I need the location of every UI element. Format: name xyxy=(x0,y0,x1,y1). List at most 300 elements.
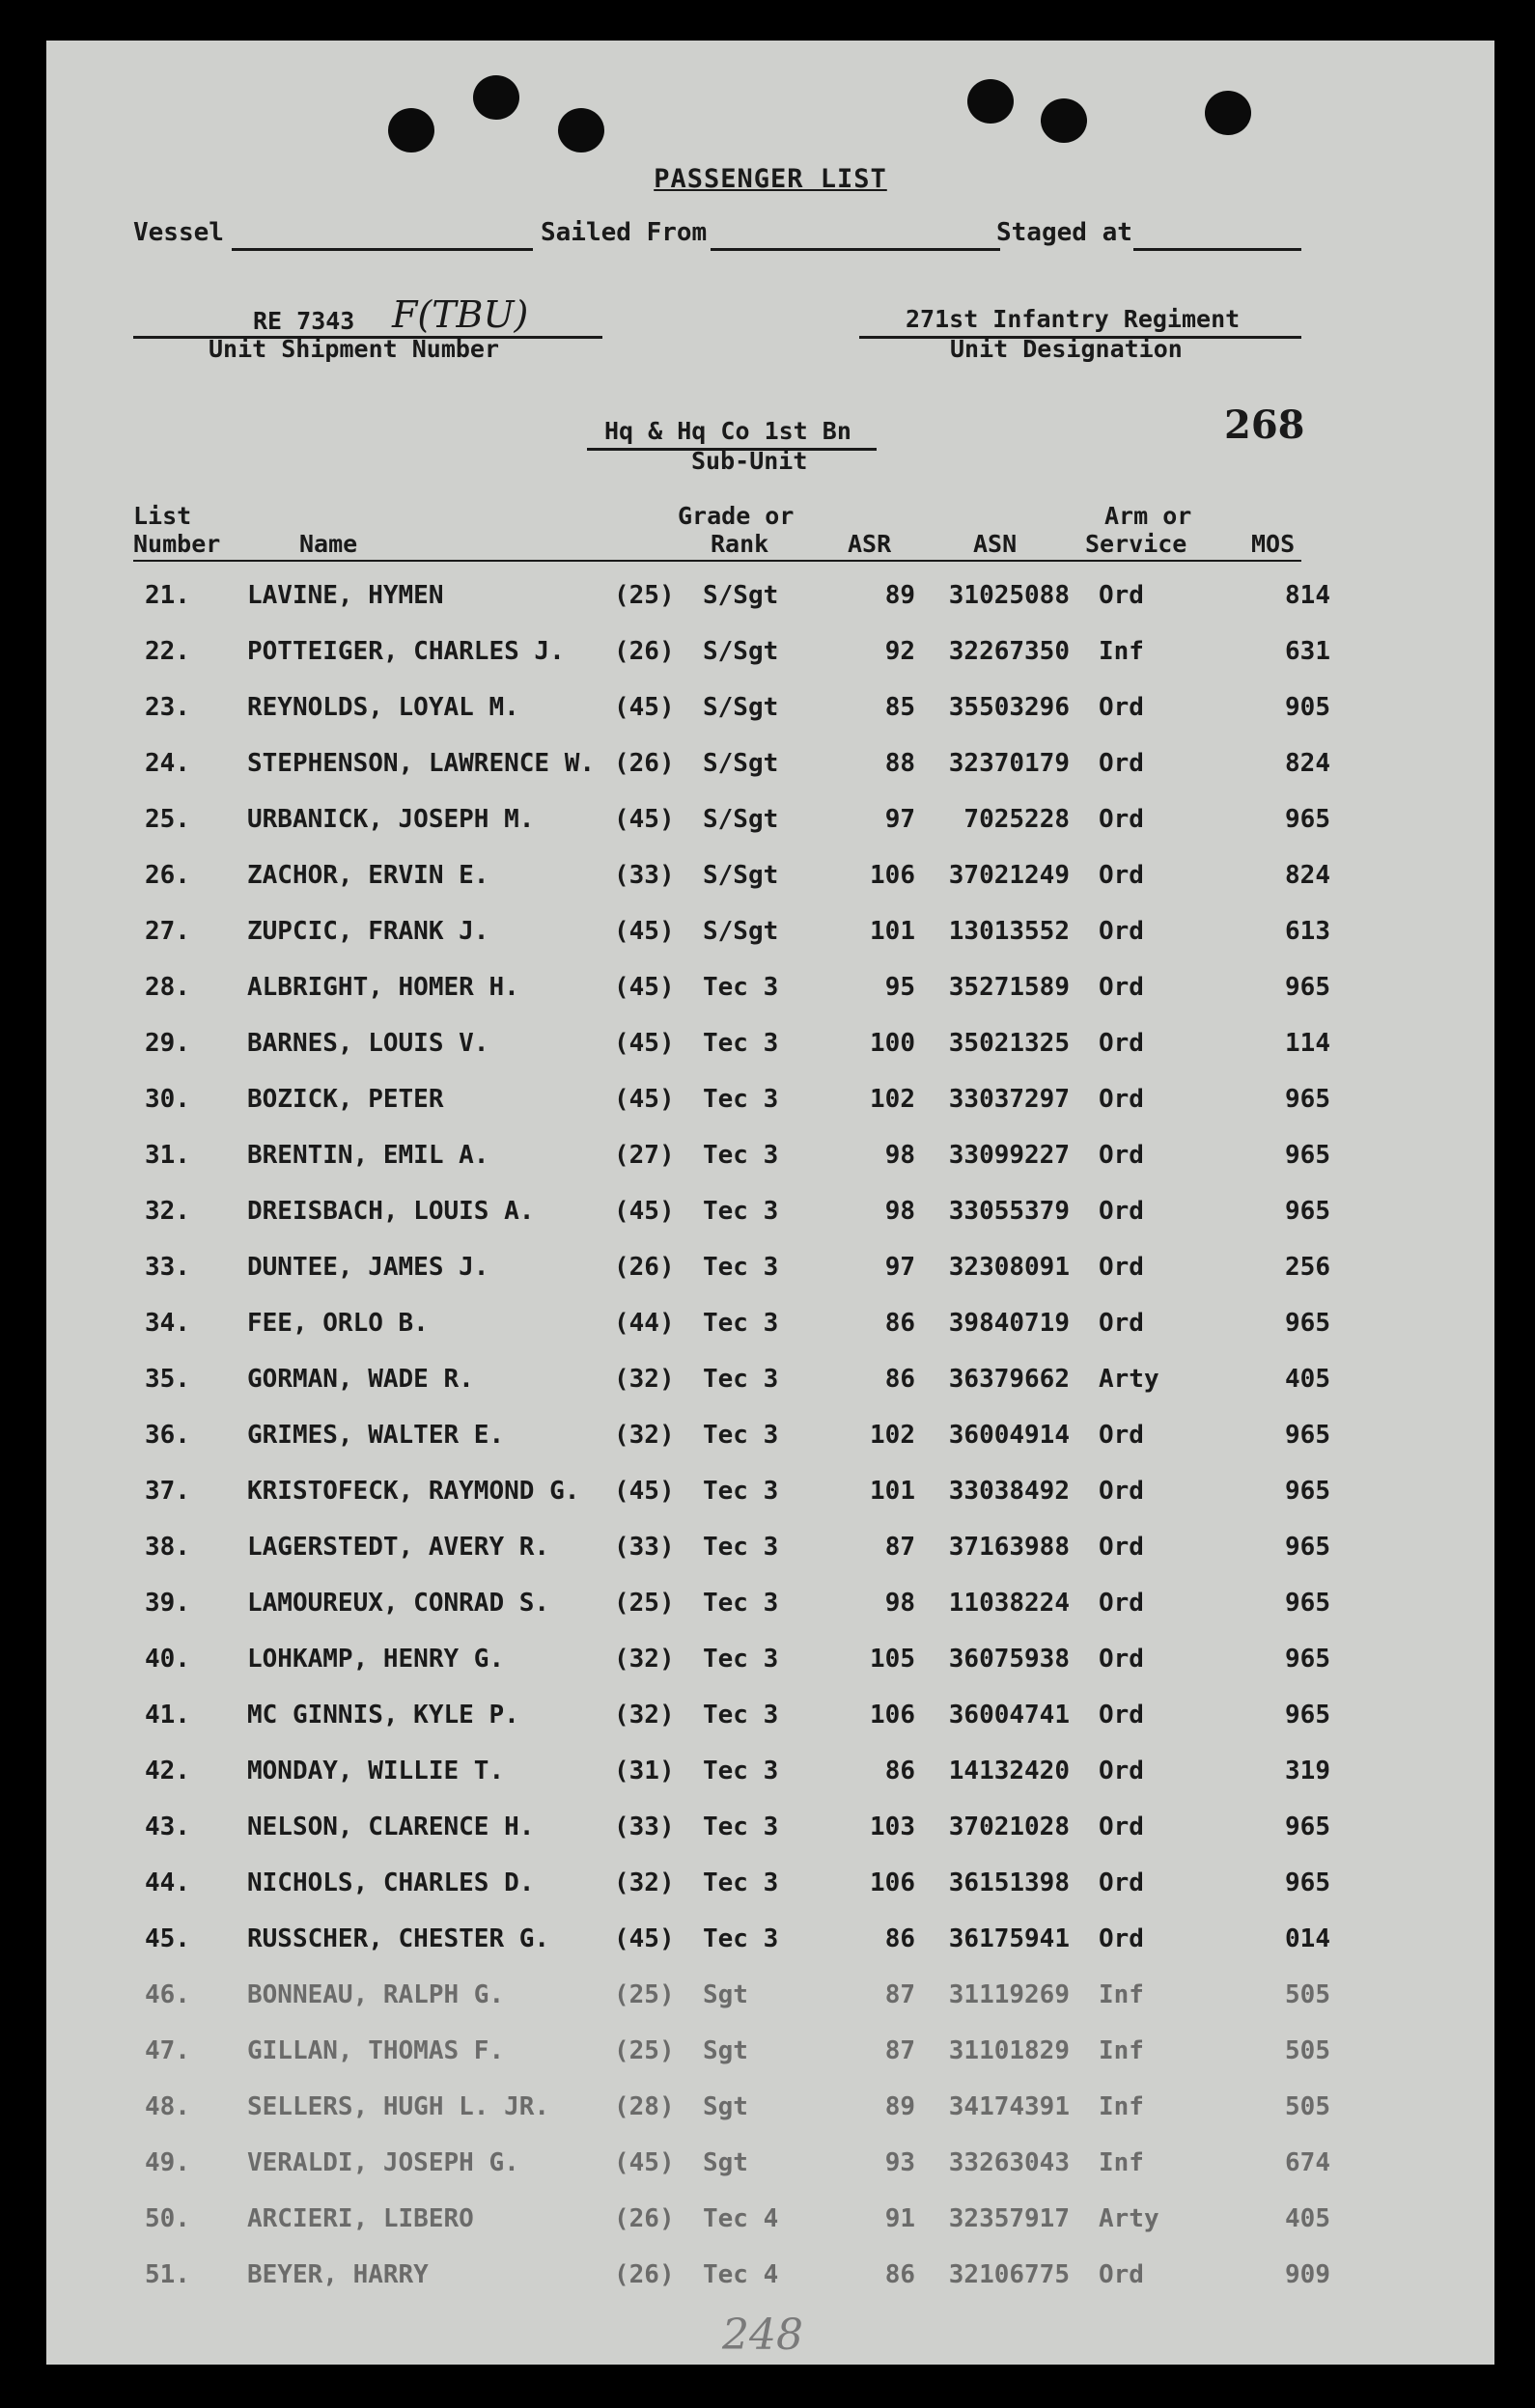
punch-hole xyxy=(388,108,434,152)
cell-mos: 505 xyxy=(1285,1980,1330,2009)
table-row xyxy=(46,1868,1494,1907)
cell-num: 21. xyxy=(145,581,190,610)
cell-arm: Ord xyxy=(1099,1253,1144,1282)
cell-mos: 965 xyxy=(1285,1309,1330,1338)
cell-asr: 93 xyxy=(884,2148,915,2177)
page-title: PASSENGER LIST xyxy=(654,164,887,194)
table-row xyxy=(46,581,1494,620)
cell-asn: 37163988 xyxy=(948,1533,1070,1562)
cell-mos: 965 xyxy=(1285,805,1330,834)
cell-arm: Ord xyxy=(1099,2260,1144,2289)
table-row xyxy=(46,2260,1494,2299)
cell-num: 28. xyxy=(145,973,190,1002)
cell-asr: 103 xyxy=(870,1813,915,1841)
cell-age: (26) xyxy=(614,637,675,666)
cell-mos: 965 xyxy=(1285,1141,1330,1170)
cell-age: (26) xyxy=(614,749,675,778)
table-row xyxy=(46,2036,1494,2075)
footer-note: 248 xyxy=(722,2311,803,2360)
cell-arm: Inf xyxy=(1099,637,1144,666)
cell-asn: 35021325 xyxy=(948,1029,1070,1058)
cell-asn: 35271589 xyxy=(948,973,1070,1002)
cell-age: (45) xyxy=(614,693,675,722)
table-row xyxy=(46,693,1494,732)
cell-asr: 98 xyxy=(884,1589,915,1618)
cell-num: 27. xyxy=(145,917,190,946)
cell-asn: 36075938 xyxy=(948,1645,1070,1674)
cell-mos: 965 xyxy=(1285,973,1330,1002)
col-arm: Arm or Service xyxy=(1085,502,1192,558)
cell-asn: 32357917 xyxy=(948,2204,1070,2233)
cell-name: BOZICK, PETER xyxy=(247,1085,444,1114)
cell-arm: Ord xyxy=(1099,1924,1144,1953)
passenger-list-page xyxy=(46,41,1494,2365)
cell-num: 29. xyxy=(145,1029,190,1058)
cell-name: GORMAN, WADE R. xyxy=(247,1365,474,1394)
cell-grade: Sgt xyxy=(703,2092,748,2121)
table-row xyxy=(46,1253,1494,1291)
cell-age: (25) xyxy=(614,1589,675,1618)
cell-mos: 965 xyxy=(1285,1085,1330,1114)
table-row xyxy=(46,1309,1494,1347)
cell-num: 34. xyxy=(145,1309,190,1338)
cell-age: (45) xyxy=(614,805,675,834)
cell-name: GRIMES, WALTER E. xyxy=(247,1421,505,1450)
cell-age: (33) xyxy=(614,1813,675,1841)
cell-num: 42. xyxy=(145,1757,190,1785)
cell-arm: Arty xyxy=(1099,2204,1159,2233)
sailed-from-field xyxy=(711,248,1000,251)
table-row xyxy=(46,1029,1494,1067)
cell-arm: Ord xyxy=(1099,1813,1144,1841)
cell-age: (45) xyxy=(614,1197,675,1226)
punch-hole xyxy=(1205,91,1251,135)
cell-mos: 814 xyxy=(1285,581,1330,610)
table-row xyxy=(46,1421,1494,1459)
cell-asr: 87 xyxy=(884,2036,915,2065)
col-grade: Grade or Rank xyxy=(678,502,795,558)
table-row xyxy=(46,1085,1494,1123)
cell-mos: 965 xyxy=(1285,1645,1330,1674)
cell-name: BRENTIN, EMIL A. xyxy=(247,1141,489,1170)
cell-age: (45) xyxy=(614,973,675,1002)
cell-num: 22. xyxy=(145,637,190,666)
cell-arm: Ord xyxy=(1099,581,1144,610)
table-row xyxy=(46,973,1494,1011)
cell-mos: 909 xyxy=(1285,2260,1330,2289)
cell-grade: Sgt xyxy=(703,1980,748,2009)
cell-mos: 674 xyxy=(1285,2148,1330,2177)
cell-asr: 106 xyxy=(870,861,915,890)
cell-mos: 965 xyxy=(1285,1701,1330,1730)
cell-name: ZUPCIC, FRANK J. xyxy=(247,917,489,946)
cell-arm: Ord xyxy=(1099,1421,1144,1450)
cell-name: LAVINE, HYMEN xyxy=(247,581,444,610)
cell-num: 48. xyxy=(145,2092,190,2121)
col-asn: ASN xyxy=(973,530,1018,558)
table-row xyxy=(46,637,1494,676)
cell-num: 40. xyxy=(145,1645,190,1674)
cell-asr: 86 xyxy=(884,1309,915,1338)
cell-mos: 965 xyxy=(1285,1421,1330,1450)
cell-name: BEYER, HARRY xyxy=(247,2260,429,2289)
cell-asr: 101 xyxy=(870,1477,915,1506)
cell-grade: Tec 3 xyxy=(703,1421,779,1450)
punch-hole xyxy=(1041,98,1087,143)
cell-grade: Sgt xyxy=(703,2036,748,2065)
cell-grade: Tec 3 xyxy=(703,1868,779,1897)
cell-age: (26) xyxy=(614,2204,675,2233)
table-row xyxy=(46,1980,1494,2019)
cell-age: (45) xyxy=(614,2148,675,2177)
cell-num: 30. xyxy=(145,1085,190,1114)
cell-grade: Tec 3 xyxy=(703,1141,779,1170)
cell-age: (45) xyxy=(614,1029,675,1058)
cell-name: NICHOLS, CHARLES D. xyxy=(247,1868,535,1897)
cell-age: (32) xyxy=(614,1365,675,1394)
cell-asn: 14132420 xyxy=(948,1757,1070,1785)
table-row xyxy=(46,2092,1494,2131)
table-row xyxy=(46,1757,1494,1795)
cell-arm: Ord xyxy=(1099,1589,1144,1618)
cell-name: STEPHENSON, LAWRENCE W. xyxy=(247,749,596,778)
cell-grade: S/Sgt xyxy=(703,637,779,666)
cell-grade: Tec 3 xyxy=(703,1253,779,1282)
cell-asn: 7025228 xyxy=(963,805,1070,834)
cell-num: 38. xyxy=(145,1533,190,1562)
cell-asn: 33055379 xyxy=(948,1197,1070,1226)
cell-mos: 965 xyxy=(1285,1813,1330,1841)
cell-age: (32) xyxy=(614,1645,675,1674)
cell-arm: Ord xyxy=(1099,917,1144,946)
punch-hole xyxy=(473,75,519,120)
sub-unit: Hq & Hq Co 1st Bn xyxy=(604,417,851,445)
table-row xyxy=(46,1365,1494,1403)
cell-arm: Ord xyxy=(1099,1085,1144,1114)
cell-grade: Tec 3 xyxy=(703,1589,779,1618)
cell-mos: 905 xyxy=(1285,693,1330,722)
cell-name: DREISBACH, LOUIS A. xyxy=(247,1197,535,1226)
shipment-caption: Unit Shipment Number xyxy=(209,335,500,363)
cell-name: FEE, ORLO B. xyxy=(247,1309,429,1338)
cell-grade: Tec 3 xyxy=(703,1477,779,1506)
table-row xyxy=(46,749,1494,788)
cell-arm: Ord xyxy=(1099,805,1144,834)
cell-asr: 102 xyxy=(870,1421,915,1450)
col-asr: ASR xyxy=(848,530,892,558)
cell-name: DUNTEE, JAMES J. xyxy=(247,1253,489,1282)
cell-asn: 32106775 xyxy=(948,2260,1070,2289)
cell-mos: 965 xyxy=(1285,1589,1330,1618)
cell-num: 26. xyxy=(145,861,190,890)
cell-age: (45) xyxy=(614,917,675,946)
cell-asn: 33037297 xyxy=(948,1085,1070,1114)
cell-age: (25) xyxy=(614,581,675,610)
cell-num: 45. xyxy=(145,1924,190,1953)
cell-name: LOHKAMP, HENRY G. xyxy=(247,1645,505,1674)
cell-name: VERALDI, JOSEPH G. xyxy=(247,2148,519,2177)
cell-grade: S/Sgt xyxy=(703,861,779,890)
cell-name: BARNES, LOUIS V. xyxy=(247,1029,489,1058)
cell-asn: 31119269 xyxy=(948,1980,1070,2009)
cell-asr: 92 xyxy=(884,637,915,666)
cell-arm: Ord xyxy=(1099,1645,1144,1674)
cell-asr: 86 xyxy=(884,1924,915,1953)
cell-asn: 32267350 xyxy=(948,637,1070,666)
cell-name: RUSSCHER, CHESTER G. xyxy=(247,1924,550,1953)
header-rule xyxy=(133,560,1301,562)
col-list-number: List Number xyxy=(133,502,221,558)
table-row xyxy=(46,1645,1494,1683)
cell-arm: Ord xyxy=(1099,1141,1144,1170)
cell-grade: Tec 3 xyxy=(703,1645,779,1674)
cell-num: 33. xyxy=(145,1253,190,1282)
cell-grade: Tec 3 xyxy=(703,1533,779,1562)
table-row xyxy=(46,1477,1494,1515)
cell-age: (45) xyxy=(614,1924,675,1953)
cell-asr: 101 xyxy=(870,917,915,946)
cell-mos: 824 xyxy=(1285,861,1330,890)
cell-grade: S/Sgt xyxy=(703,749,779,778)
table-row xyxy=(46,1197,1494,1235)
cell-arm: Ord xyxy=(1099,1757,1144,1785)
cell-arm: Ord xyxy=(1099,1197,1144,1226)
cell-age: (32) xyxy=(614,1868,675,1897)
col-mos: MOS xyxy=(1251,530,1296,558)
cell-age: (33) xyxy=(614,1533,675,1562)
staged-at-label: Staged at xyxy=(996,218,1132,247)
cell-num: 47. xyxy=(145,2036,190,2065)
cell-num: 44. xyxy=(145,1868,190,1897)
cell-asn: 36175941 xyxy=(948,1924,1070,1953)
cell-name: KRISTOFECK, RAYMOND G. xyxy=(247,1477,580,1506)
cell-asr: 91 xyxy=(884,2204,915,2233)
cell-arm: Inf xyxy=(1099,2148,1144,2177)
table-row xyxy=(46,1589,1494,1627)
cell-asr: 105 xyxy=(870,1645,915,1674)
cell-asr: 95 xyxy=(884,973,915,1002)
cell-age: (45) xyxy=(614,1477,675,1506)
cell-asn: 11038224 xyxy=(948,1589,1070,1618)
table-row xyxy=(46,1813,1494,1851)
cell-grade: Tec 3 xyxy=(703,1924,779,1953)
cell-num: 36. xyxy=(145,1421,190,1450)
cell-age: (33) xyxy=(614,861,675,890)
cell-asn: 39840719 xyxy=(948,1309,1070,1338)
cell-asn: 32370179 xyxy=(948,749,1070,778)
cell-asn: 35503296 xyxy=(948,693,1070,722)
cell-num: 50. xyxy=(145,2204,190,2233)
cell-asn: 33263043 xyxy=(948,2148,1070,2177)
cell-grade: S/Sgt xyxy=(703,581,779,610)
cell-asn: 36379662 xyxy=(948,1365,1070,1394)
cell-name: URBANICK, JOSEPH M. xyxy=(247,805,535,834)
cell-asn: 37021249 xyxy=(948,861,1070,890)
cell-age: (25) xyxy=(614,1980,675,2009)
cell-arm: Ord xyxy=(1099,1701,1144,1730)
cell-arm: Ord xyxy=(1099,1309,1144,1338)
cell-mos: 505 xyxy=(1285,2036,1330,2065)
cell-num: 32. xyxy=(145,1197,190,1226)
cell-asr: 88 xyxy=(884,749,915,778)
cell-age: (25) xyxy=(614,2036,675,2065)
cell-arm: Inf xyxy=(1099,1980,1144,2009)
cell-num: 25. xyxy=(145,805,190,834)
cell-asr: 89 xyxy=(884,2092,915,2121)
cell-arm: Ord xyxy=(1099,693,1144,722)
cell-asn: 31101829 xyxy=(948,2036,1070,2065)
cell-mos: 014 xyxy=(1285,1924,1330,1953)
cell-asn: 13013552 xyxy=(948,917,1070,946)
cell-arm: Inf xyxy=(1099,2092,1144,2121)
cell-age: (32) xyxy=(614,1701,675,1730)
punch-hole xyxy=(967,79,1014,124)
cell-asr: 97 xyxy=(884,1253,915,1282)
cell-mos: 405 xyxy=(1285,2204,1330,2233)
cell-name: LAGERSTEDT, AVERY R. xyxy=(247,1533,550,1562)
cell-grade: Tec 3 xyxy=(703,1309,779,1338)
cell-name: GILLAN, THOMAS F. xyxy=(247,2036,505,2065)
cell-num: 23. xyxy=(145,693,190,722)
table-row xyxy=(46,805,1494,844)
cell-grade: Tec 3 xyxy=(703,973,779,1002)
cell-name: MC GINNIS, KYLE P. xyxy=(247,1701,519,1730)
cell-num: 49. xyxy=(145,2148,190,2177)
cell-asr: 102 xyxy=(870,1085,915,1114)
table-row xyxy=(46,1924,1494,1963)
cell-asn: 36151398 xyxy=(948,1868,1070,1897)
cell-asn: 36004741 xyxy=(948,1701,1070,1730)
cell-grade: Tec 3 xyxy=(703,1029,779,1058)
cell-mos: 965 xyxy=(1285,1477,1330,1506)
cell-name: POTTEIGER, CHARLES J. xyxy=(247,637,565,666)
cell-grade: Tec 4 xyxy=(703,2204,779,2233)
cell-mos: 965 xyxy=(1285,1868,1330,1897)
cell-age: (26) xyxy=(614,2260,675,2289)
cell-age: (26) xyxy=(614,1253,675,1282)
cell-age: (32) xyxy=(614,1421,675,1450)
cell-grade: Sgt xyxy=(703,2148,748,2177)
sub-unit-caption: Sub-Unit xyxy=(691,447,808,475)
cell-asr: 86 xyxy=(884,2260,915,2289)
cell-grade: Tec 3 xyxy=(703,1365,779,1394)
cell-asr: 98 xyxy=(884,1197,915,1226)
cell-arm: Ord xyxy=(1099,1868,1144,1897)
cell-age: (31) xyxy=(614,1757,675,1785)
cell-asn: 33038492 xyxy=(948,1477,1070,1506)
cell-num: 51. xyxy=(145,2260,190,2289)
cell-age: (28) xyxy=(614,2092,675,2121)
cell-mos: 256 xyxy=(1285,1253,1330,1282)
cell-asr: 98 xyxy=(884,1141,915,1170)
cell-arm: Ord xyxy=(1099,749,1144,778)
vessel-label: Vessel xyxy=(133,218,224,247)
table-row xyxy=(46,2204,1494,2243)
cell-name: REYNOLDS, LOYAL M. xyxy=(247,693,519,722)
cell-age: (27) xyxy=(614,1141,675,1170)
cell-asr: 86 xyxy=(884,1365,915,1394)
cell-mos: 505 xyxy=(1285,2092,1330,2121)
cell-name: BONNEAU, RALPH G. xyxy=(247,1980,505,2009)
cell-asn: 33099227 xyxy=(948,1141,1070,1170)
table-row xyxy=(46,1701,1494,1739)
cell-grade: Tec 3 xyxy=(703,1757,779,1785)
cell-mos: 965 xyxy=(1285,1533,1330,1562)
cell-arm: Ord xyxy=(1099,973,1144,1002)
cell-grade: Tec 3 xyxy=(703,1813,779,1841)
cell-asr: 86 xyxy=(884,1757,915,1785)
cell-num: 43. xyxy=(145,1813,190,1841)
cell-mos: 824 xyxy=(1285,749,1330,778)
table-row xyxy=(46,1141,1494,1179)
cell-name: ZACHOR, ERVIN E. xyxy=(247,861,489,890)
cell-num: 39. xyxy=(145,1589,190,1618)
cell-arm: Ord xyxy=(1099,861,1144,890)
table-row xyxy=(46,2148,1494,2187)
cell-age: (45) xyxy=(614,1085,675,1114)
cell-name: ALBRIGHT, HOMER H. xyxy=(247,973,519,1002)
cell-mos: 319 xyxy=(1285,1757,1330,1785)
cell-num: 31. xyxy=(145,1141,190,1170)
vessel-field xyxy=(232,248,533,251)
unit-caption: Unit Designation xyxy=(950,335,1183,363)
cell-name: MONDAY, WILLIE T. xyxy=(247,1757,505,1785)
cell-name: NELSON, CLARENCE H. xyxy=(247,1813,535,1841)
cell-asr: 85 xyxy=(884,693,915,722)
shipment-number: RE 7343 xyxy=(253,307,355,335)
col-name: Name xyxy=(299,530,358,558)
punch-hole xyxy=(558,108,604,152)
cell-asn: 37021028 xyxy=(948,1813,1070,1841)
cell-asr: 106 xyxy=(870,1701,915,1730)
cell-grade: S/Sgt xyxy=(703,805,779,834)
cell-asr: 106 xyxy=(870,1868,915,1897)
cell-num: 46. xyxy=(145,1980,190,2009)
unit-designation: 271st Infantry Regiment xyxy=(906,305,1241,333)
cell-mos: 965 xyxy=(1285,1197,1330,1226)
cell-num: 41. xyxy=(145,1701,190,1730)
table-row xyxy=(46,861,1494,900)
cell-asn: 36004914 xyxy=(948,1421,1070,1450)
cell-arm: Arty xyxy=(1099,1365,1159,1394)
cell-asr: 100 xyxy=(870,1029,915,1058)
cell-arm: Inf xyxy=(1099,2036,1144,2065)
cell-asn: 32308091 xyxy=(948,1253,1070,1282)
cell-grade: Tec 3 xyxy=(703,1085,779,1114)
table-row xyxy=(46,917,1494,955)
cell-grade: Tec 3 xyxy=(703,1701,779,1730)
cell-asr: 87 xyxy=(884,1533,915,1562)
cell-asr: 87 xyxy=(884,1980,915,2009)
cell-arm: Ord xyxy=(1099,1477,1144,1506)
table-row xyxy=(46,1533,1494,1571)
cell-mos: 631 xyxy=(1285,637,1330,666)
cell-asn: 31025088 xyxy=(948,581,1070,610)
sailed-from-label: Sailed From xyxy=(541,218,708,247)
cell-mos: 405 xyxy=(1285,1365,1330,1394)
cell-asr: 89 xyxy=(884,581,915,610)
cell-mos: 613 xyxy=(1285,917,1330,946)
cell-mos: 114 xyxy=(1285,1029,1330,1058)
cell-num: 37. xyxy=(145,1477,190,1506)
page-number: 268 xyxy=(1224,402,1305,448)
cell-asn: 34174391 xyxy=(948,2092,1070,2121)
cell-grade: S/Sgt xyxy=(703,693,779,722)
cell-arm: Ord xyxy=(1099,1029,1144,1058)
cell-grade: Tec 3 xyxy=(703,1197,779,1226)
cell-grade: S/Sgt xyxy=(703,917,779,946)
cell-name: ARCIERI, LIBERO xyxy=(247,2204,474,2233)
